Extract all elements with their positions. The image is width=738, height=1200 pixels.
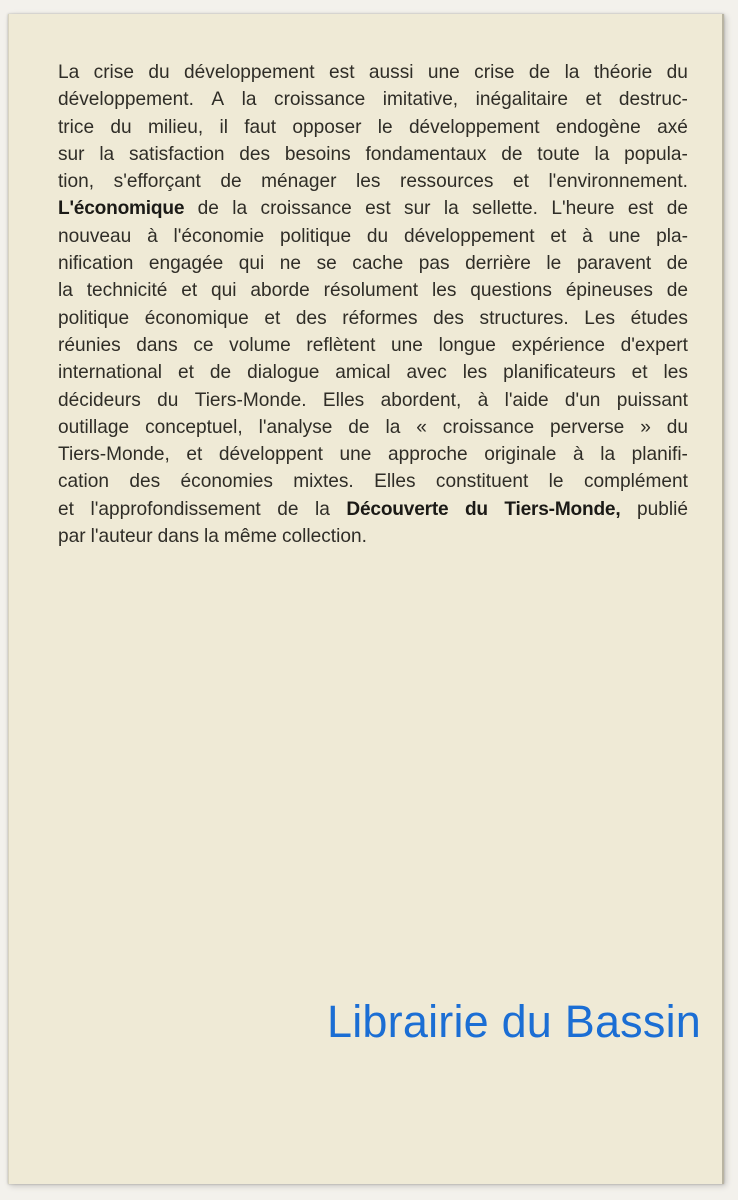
blurb-line	[58, 114, 688, 141]
blurb-word: du	[366, 225, 389, 247]
blurb-word: aborde	[250, 280, 310, 302]
blurb-word: aussi	[368, 62, 414, 83]
blurb-word: derrière	[465, 253, 531, 275]
back-cover-blurb	[58, 59, 688, 550]
blurb-word: les	[356, 171, 381, 193]
blurb-line	[58, 59, 688, 86]
blurb-word: constituent	[435, 471, 529, 493]
blurb-word: la	[315, 498, 330, 520]
blurb-word: du	[464, 498, 488, 520]
blurb-word: faut	[244, 116, 277, 138]
blurb-word: le	[377, 116, 393, 138]
blurb-word: et	[58, 498, 74, 520]
blurb-word: et	[512, 171, 529, 193]
blurb-word: sur	[58, 143, 85, 165]
blurb-word: la	[99, 143, 115, 165]
blurb-word: et	[631, 362, 648, 384]
blurb-word: La	[58, 62, 80, 83]
blurb-word: avec	[406, 362, 447, 384]
blurb-word: »	[640, 416, 651, 438]
blurb-word: d'expert	[620, 334, 688, 356]
blurb-word: une	[391, 334, 423, 356]
blurb-word: de	[666, 198, 688, 220]
blurb-word: réformes	[342, 307, 418, 329]
blurb-word: mixtes.	[293, 471, 354, 493]
blurb-word: l'auteur	[90, 526, 153, 548]
blurb-word: d'un	[564, 389, 601, 411]
blurb-word: Découverte	[346, 498, 449, 520]
blurb-word: qui	[211, 280, 237, 302]
blurb-word: les	[663, 362, 688, 384]
blurb-word: ce	[193, 334, 214, 356]
blurb-word: longue	[438, 334, 496, 356]
blurb-word: toute	[537, 143, 580, 165]
blurb-line	[58, 523, 688, 550]
blurb-word: développement	[184, 62, 315, 83]
blurb-word: l'aide	[504, 389, 549, 411]
blurb-word: ne	[279, 253, 302, 275]
blurb-word: s'efforçant	[113, 171, 201, 193]
blurb-word: la	[600, 444, 616, 466]
blurb-word: des	[129, 471, 161, 493]
blurb-word: et	[585, 89, 602, 111]
blurb-word: nification	[58, 253, 134, 275]
blurb-word: Tiers-Monde.	[194, 389, 307, 411]
blurb-line	[58, 141, 688, 168]
blurb-word: L'heure	[551, 198, 615, 220]
blurb-line	[58, 332, 688, 359]
blurb-word: paravent	[576, 253, 652, 275]
blurb-word: la	[594, 143, 610, 165]
blurb-word: et	[178, 362, 194, 384]
blurb-word: économique	[144, 307, 249, 329]
blurb-word: cache	[352, 253, 404, 275]
blurb-word: sur	[404, 198, 431, 220]
blurb-word: la	[232, 198, 248, 220]
blurb-word: planifi-	[631, 444, 688, 466]
blurb-line	[58, 195, 688, 222]
blurb-word: études	[630, 307, 688, 329]
blurb-word: abordent,	[380, 389, 462, 411]
blurb-word: conceptuel,	[145, 416, 243, 438]
blurb-word: dialogue	[247, 362, 320, 384]
blurb-word: le	[546, 253, 562, 275]
blurb-word: par	[58, 526, 86, 548]
blurb-word: la	[241, 89, 257, 111]
blurb-word: expérience	[511, 334, 605, 356]
blurb-word: et	[264, 307, 281, 329]
blurb-word: à	[147, 225, 158, 247]
cover-left-edge	[8, 14, 9, 1184]
blurb-word: du	[110, 116, 132, 138]
blurb-word: la	[564, 62, 580, 83]
blurb-word: de	[197, 198, 219, 220]
blurb-word: même	[223, 526, 277, 548]
blurb-word: Elles	[374, 471, 416, 493]
blurb-word: développement.	[58, 89, 194, 111]
blurb-word: publié	[636, 498, 688, 520]
blurb-word: Elles	[322, 389, 365, 411]
blurb-word: se	[316, 253, 337, 275]
blurb-word: du	[157, 389, 179, 411]
blurb-word: popula-	[624, 143, 688, 165]
blurb-word: la	[58, 280, 73, 302]
blurb-word: qui	[238, 253, 265, 275]
blurb-line	[58, 86, 688, 113]
blurb-line	[58, 468, 688, 495]
blurb-word: de	[666, 253, 688, 275]
blurb-word: il	[219, 116, 228, 138]
blurb-word: une	[608, 225, 641, 247]
blurb-line	[58, 387, 688, 414]
blurb-word: politique	[279, 225, 352, 247]
blurb-word: amical	[335, 362, 391, 384]
blurb-word: et	[550, 225, 567, 247]
blurb-word: est	[365, 198, 391, 220]
blurb-word: «	[416, 416, 427, 438]
blurb-word: du	[148, 62, 170, 83]
blurb-word: réunies	[58, 334, 121, 356]
cover-right-edge	[722, 14, 724, 1184]
blurb-word: la	[443, 198, 459, 220]
blurb-word: volume	[229, 334, 291, 356]
blurb-word: des	[433, 307, 464, 329]
blurb-word: planificateurs	[503, 362, 616, 384]
blurb-word: dans	[136, 334, 178, 356]
blurb-word: trice	[58, 116, 95, 138]
blurb-word: satisfaction	[128, 143, 225, 165]
blurb-word: la	[385, 416, 401, 438]
blurb-word: du	[666, 416, 688, 438]
blurb-word: structures.	[479, 307, 569, 329]
blurb-word: ménager	[261, 171, 337, 193]
blurb-word: besoins	[284, 143, 351, 165]
blurb-word: de	[666, 280, 688, 302]
blurb-word: une	[427, 62, 460, 83]
blurb-word: nouveau	[58, 225, 132, 247]
blurb-word: Tiers-Monde,	[58, 444, 170, 466]
blurb-word: destruc-	[618, 89, 688, 111]
blurb-word: les	[462, 362, 488, 384]
blurb-word: fondamentaux	[365, 143, 487, 165]
blurb-word: dans	[157, 526, 200, 548]
blurb-word: crise	[474, 62, 515, 83]
blurb-word: le	[548, 471, 564, 493]
blurb-word: milieu,	[147, 116, 204, 138]
blurb-word: de	[209, 362, 232, 384]
blurb-line	[58, 277, 688, 304]
blurb-word: décideurs	[58, 389, 141, 411]
blurb-word: inégalitaire	[475, 89, 568, 111]
blurb-word: croissance	[274, 89, 366, 111]
blurb-word: est	[627, 198, 654, 220]
blurb-word: l'économie	[173, 225, 265, 247]
blurb-word: du	[666, 62, 688, 83]
blurb-line	[58, 414, 688, 441]
blurb-word: endogène	[555, 116, 641, 138]
blurb-word: à	[572, 444, 584, 466]
blurb-word: et	[181, 280, 198, 302]
blurb-word: originale	[484, 444, 557, 466]
blurb-word: l'environnement.	[548, 171, 688, 193]
blurb-word: opposer	[292, 116, 362, 138]
blurb-word: approche	[387, 444, 468, 466]
blurb-line	[58, 168, 688, 195]
blurb-word: de	[220, 171, 242, 193]
blurb-line	[58, 305, 688, 332]
blurb-word: des	[295, 307, 327, 329]
blurb-word: L'économique	[58, 198, 185, 220]
blurb-word: pas	[418, 253, 450, 275]
blurb-line	[58, 250, 688, 277]
blurb-word: outillage	[58, 416, 130, 438]
blurb-word: politique	[58, 307, 130, 329]
blurb-word: l'approfondissement	[90, 498, 261, 520]
blurb-word: à	[582, 225, 593, 247]
blurb-word: épineuses	[565, 280, 653, 302]
blurb-word: sellette.	[472, 198, 538, 220]
blurb-word: développement	[403, 225, 535, 247]
blurb-word: imitative,	[382, 89, 459, 111]
blurb-word: reflètent	[306, 334, 376, 356]
blurb-line	[58, 359, 688, 386]
blurb-word: développent	[218, 444, 323, 466]
blurb-word: et	[186, 444, 203, 466]
blurb-word: économies	[180, 471, 273, 493]
blurb-line	[58, 441, 688, 468]
blurb-word: une	[339, 444, 372, 466]
blurb-word: développement	[408, 116, 540, 138]
blurb-word: ressources	[400, 171, 494, 193]
blurb-word: croissance	[442, 416, 535, 438]
blurb-word: engagée	[148, 253, 224, 275]
blurb-word: Les	[584, 307, 616, 329]
blurb-word: axé	[657, 116, 688, 138]
blurb-word: collection.	[281, 526, 367, 548]
blurb-word: Tiers-Monde,	[504, 498, 621, 520]
blurb-line	[58, 496, 688, 523]
blurb-word: l'analyse	[258, 416, 333, 438]
blurb-word: de	[277, 498, 299, 520]
blurb-word: A	[211, 89, 225, 111]
blurb-word: des	[239, 143, 271, 165]
blurb-word: de	[348, 416, 370, 438]
blurb-word: résolument	[323, 280, 419, 302]
blurb-word: questions	[470, 280, 552, 302]
bookseller-watermark: Librairie du Bassin	[327, 996, 701, 1047]
blurb-word: international	[58, 362, 163, 384]
blurb-word: la	[204, 526, 219, 548]
blurb-word: les	[431, 280, 457, 302]
blurb-word: croissance	[260, 198, 352, 220]
blurb-word: puissant	[616, 389, 688, 411]
blurb-word: tion,	[58, 171, 95, 193]
blurb-word: de	[528, 62, 551, 83]
blurb-line	[58, 223, 688, 250]
blurb-word: théorie	[593, 62, 653, 83]
blurb-word: technicité	[86, 280, 168, 302]
blurb-word: à	[477, 389, 489, 411]
blurb-word: crise	[93, 62, 134, 83]
blurb-word: perverse	[549, 416, 625, 438]
blurb-word: de	[501, 143, 523, 165]
blurb-word: cation	[58, 471, 109, 493]
blurb-word: complément	[583, 471, 688, 493]
blurb-word: pla-	[656, 225, 688, 247]
blurb-word: est	[329, 62, 355, 83]
